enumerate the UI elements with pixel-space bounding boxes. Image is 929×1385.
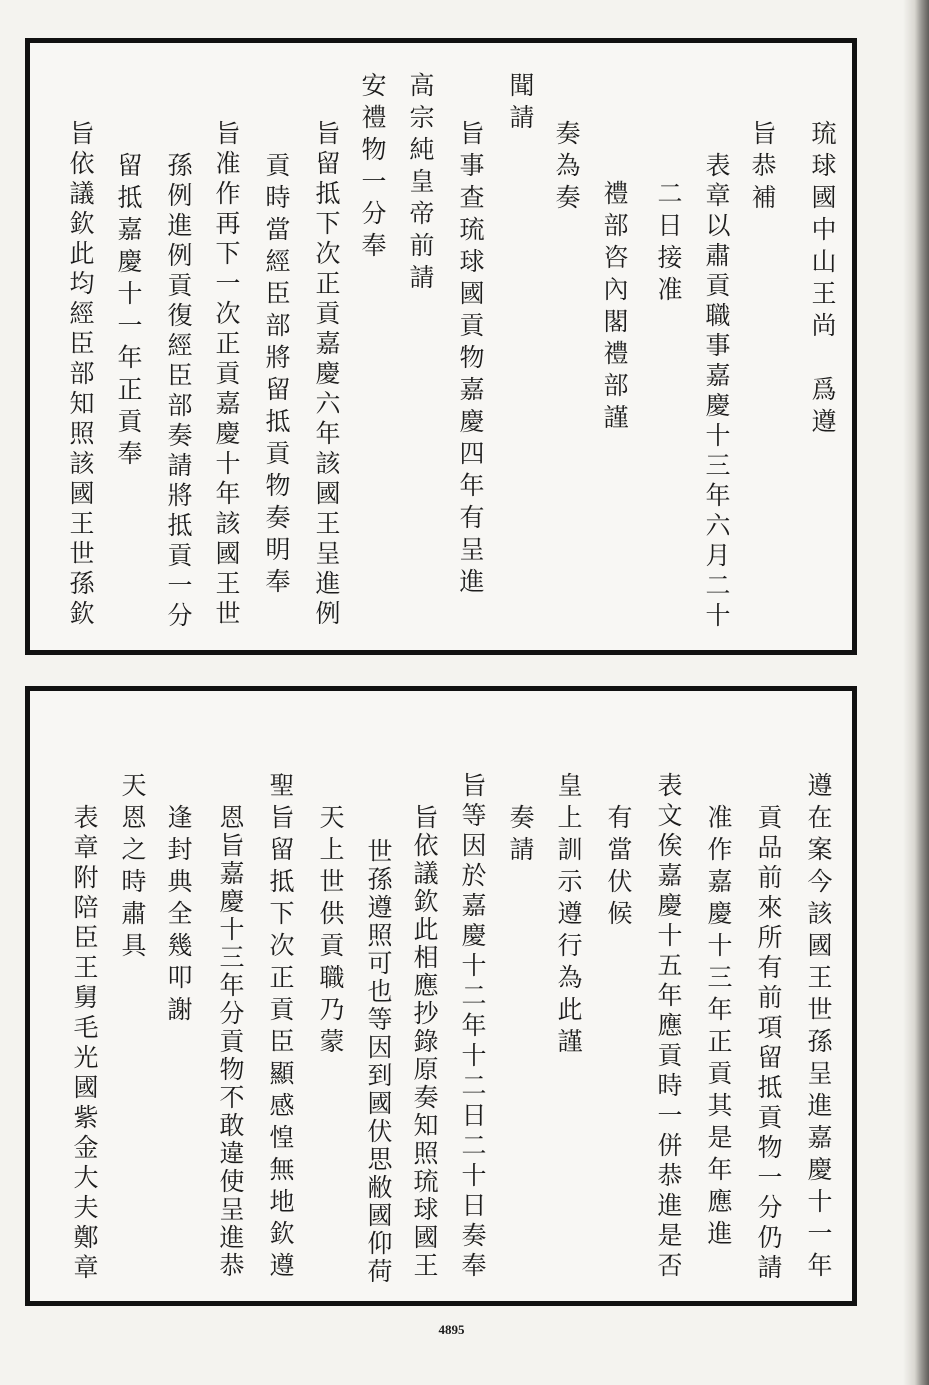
text-column: 留抵嘉慶十一年正貢奉 bbox=[114, 152, 143, 472]
text-column: 貢時當經臣部將留抵貢物奏明奉 bbox=[262, 152, 291, 600]
text-column: 有當伏候 bbox=[604, 804, 633, 932]
text-column: 旨恭補 bbox=[748, 120, 777, 216]
text-column: 恩旨嘉慶十三年分貢物不敢違使呈進恭 bbox=[216, 804, 245, 1280]
text-column: 貢品前來所有前項留抵貢物一分仍請 bbox=[754, 804, 783, 1284]
book-spine-shadow bbox=[903, 0, 929, 1385]
text-column: 琉球國中山王尚 爲遵 bbox=[808, 120, 837, 440]
text-column: 孫例進例貢復經臣部奏請將抵貢一分 bbox=[164, 152, 193, 632]
text-column: 禮部咨內閣禮部謹 bbox=[600, 180, 629, 436]
text-column: 皇上訓示遵行為此謹 bbox=[554, 772, 583, 1060]
text-column: 遵在案今該國王世孫呈進嘉慶十一年 bbox=[804, 772, 833, 1284]
text-column: 表章附陪臣王舅毛光國紫金大夫鄭章 bbox=[70, 804, 99, 1284]
text-column: 旨依議欽此相應抄錄原奏知照琉球國王 bbox=[410, 804, 439, 1280]
text-column: 逢封典全幾叩謝 bbox=[164, 804, 193, 1028]
text-column: 聖旨留抵下次正貢臣顯感惶無地欽遵 bbox=[266, 772, 295, 1284]
page-number: 4895 bbox=[438, 1322, 465, 1337]
text-column: 高宗純皇帝前請 bbox=[406, 72, 435, 296]
text-column: 天上世供貢職乃蒙 bbox=[316, 804, 345, 1060]
text-column: 奏請 bbox=[506, 804, 535, 868]
text-column: 准作嘉慶十三年正貢其是年應進 bbox=[704, 804, 733, 1252]
text-column: 旨依議欽此均經臣部知照該國王世孫欽 bbox=[66, 120, 95, 630]
text-column: 安禮物一分奉 bbox=[358, 72, 387, 264]
text-column: 天恩之時肅具 bbox=[118, 772, 147, 964]
text-column: 表文俟嘉慶十五年應貢時一併恭進是否 bbox=[654, 772, 683, 1282]
text-column: 旨等因於嘉慶十二年十二日二十日奏奉 bbox=[458, 772, 487, 1282]
text-column: 聞請 bbox=[506, 72, 535, 136]
text-column: 表章以肅貢職事嘉慶十三年六月二十 bbox=[702, 152, 731, 632]
text-column: 二日接准 bbox=[654, 180, 683, 308]
text-column: 世孫遵照可也等因到國伏思敝國仰荷 bbox=[364, 838, 393, 1286]
text-column: 旨准作再下一次正貢嘉慶十年該國王世 bbox=[212, 120, 241, 630]
text-column: 旨留抵下次正貢嘉慶六年該國王呈進例 bbox=[312, 120, 341, 630]
text-column: 旨事查琉球國貢物嘉慶四年有呈進 bbox=[456, 120, 485, 600]
text-column: 奏為奏 bbox=[552, 120, 581, 216]
upper-document-panel bbox=[25, 38, 857, 655]
